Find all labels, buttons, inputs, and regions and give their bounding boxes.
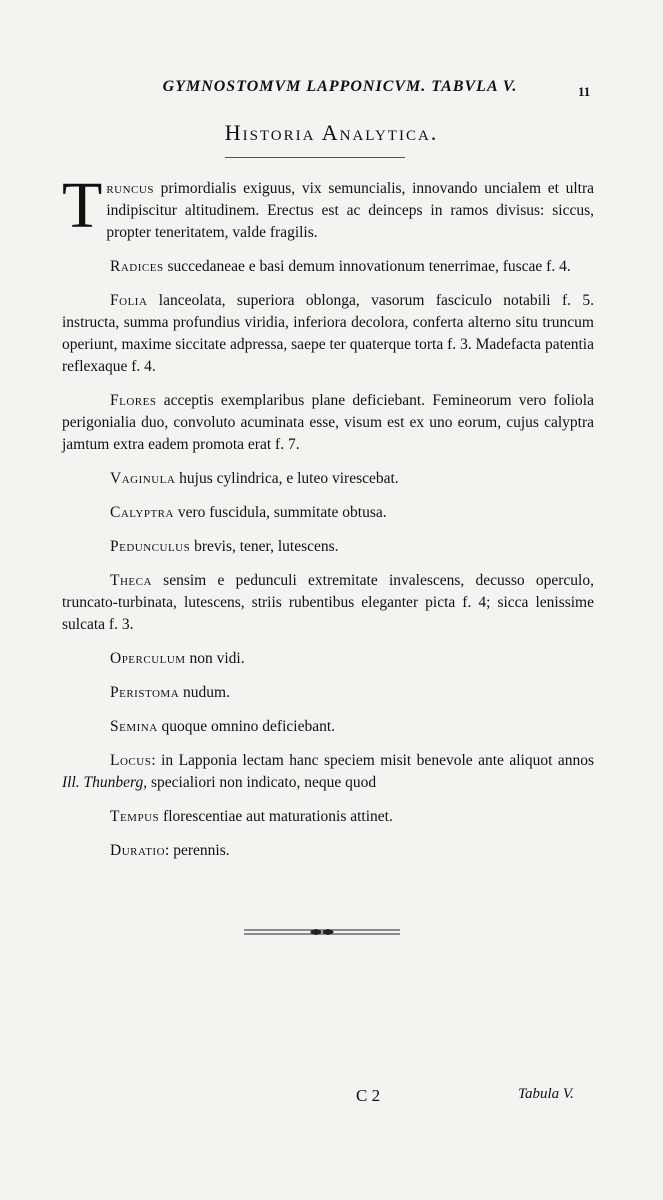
paragraph-head: Flores	[110, 392, 157, 409]
paragraph-operculum	[62, 648, 594, 670]
paragraph-text: quoque omnino deficiebant.	[157, 718, 336, 735]
paragraph-text: , specialiori non indicato, neque quod	[143, 774, 377, 791]
paragraph-head: Vaginula	[110, 470, 176, 487]
paragraph-text: : in Lapponia lectam hanc speciem misit benevole ante aliquot annos	[151, 752, 594, 769]
paragraph-folia	[62, 290, 594, 378]
paragraph-head: Folia	[110, 292, 148, 309]
paragraph-text: florescentiae aut maturationis attinet.	[159, 808, 393, 825]
page-number: 11	[578, 84, 591, 99]
paragraph-head: Tempus	[110, 808, 160, 825]
paragraph-pedunculus	[62, 536, 594, 558]
running-head: GYMNOSTOMVM LAPPONICVM. TABVLA V.	[162, 78, 518, 95]
paragraph-head: Pedunculus	[110, 538, 191, 555]
paragraph-locus	[62, 750, 594, 794]
ornament-rule	[242, 925, 402, 939]
paragraph-calyptra	[62, 502, 594, 524]
paragraph-flores	[62, 390, 594, 456]
paragraph-radices	[62, 256, 594, 278]
paragraph-semina	[62, 716, 594, 738]
paragraph-tempus	[62, 806, 594, 828]
paragraph-text: vero fuscidula, summitate obtusa.	[173, 504, 387, 521]
paragraph-head: Operculum	[110, 650, 186, 667]
paragraph-text: sensim e pedunculi extremitate invalescens, decusso operculo, truncato-turbinata, lutescens, striis rubentibus eleganter picta f. 4; sicca lenissime sulcata f. 3.	[62, 572, 594, 633]
paragraph-text: hujus cylindrica, e luteo virescebat.	[175, 470, 399, 487]
paragraph-duratio	[62, 840, 594, 862]
paragraph-head: Duratio	[110, 842, 166, 859]
drop-cap: T	[62, 169, 103, 242]
paragraph-text: : perennis.	[165, 842, 230, 859]
paragraph-peristoma	[62, 682, 594, 704]
paragraph-head: Peristoma	[110, 684, 180, 701]
section-title: Historia Analytica.	[224, 120, 439, 145]
signature-mark: C 2	[356, 1086, 381, 1105]
paragraph-text: primordialis exiguus, vix semuncialis, innovando uncialem et ultra indipiscitur altitudinem. Erectus est ac deinceps in ramos divisus: siccus, propter teneritatem, valde fragilis.	[106, 180, 594, 241]
paragraph-text: succedaneae e basi demum innovationum tenerrimae, fuscae f. 4.	[163, 258, 571, 275]
paragraph-head: Calyptra	[110, 504, 174, 521]
paragraph-head: runcus	[106, 180, 154, 197]
paragraph-head: Locus	[110, 752, 152, 769]
paragraph-text: acceptis exemplaribus plane deficiebant. Femineorum vero foliola perigonialia duo, convoluto acuminata esse, visum est ex uno eorum, cujus calyptra jamtum extra eadem promota erat f. 7.	[62, 392, 594, 453]
paragraph-text: non vidi.	[185, 650, 245, 667]
paragraph-head: Semina	[110, 718, 158, 735]
paragraph-truncus	[62, 169, 594, 244]
paragraph-text: nudum.	[179, 684, 230, 701]
body-text	[62, 169, 594, 874]
paragraph-theca	[62, 570, 594, 636]
paragraph-text: lanceolata, superiora oblonga, vasorum fasciculo notabili f. 5. instructa, summa profundius viridia, inferiora decolora, conferta alterno situ truncum operiunt, maxime siccitate adpressa, saepe ter quaterque torta f. 3. Madefacta patentia reflexaque f. 4.	[62, 292, 594, 375]
author-name: Ill. Thunberg	[62, 774, 144, 791]
paragraph-head: Radices	[110, 258, 164, 275]
show-through-rule	[225, 157, 405, 158]
paragraph-head: Theca	[110, 572, 152, 589]
catchword: Tabula V.	[518, 1086, 574, 1102]
paragraph-vaginula	[62, 468, 594, 490]
paragraph-text: brevis, tener, lutescens.	[190, 538, 339, 555]
